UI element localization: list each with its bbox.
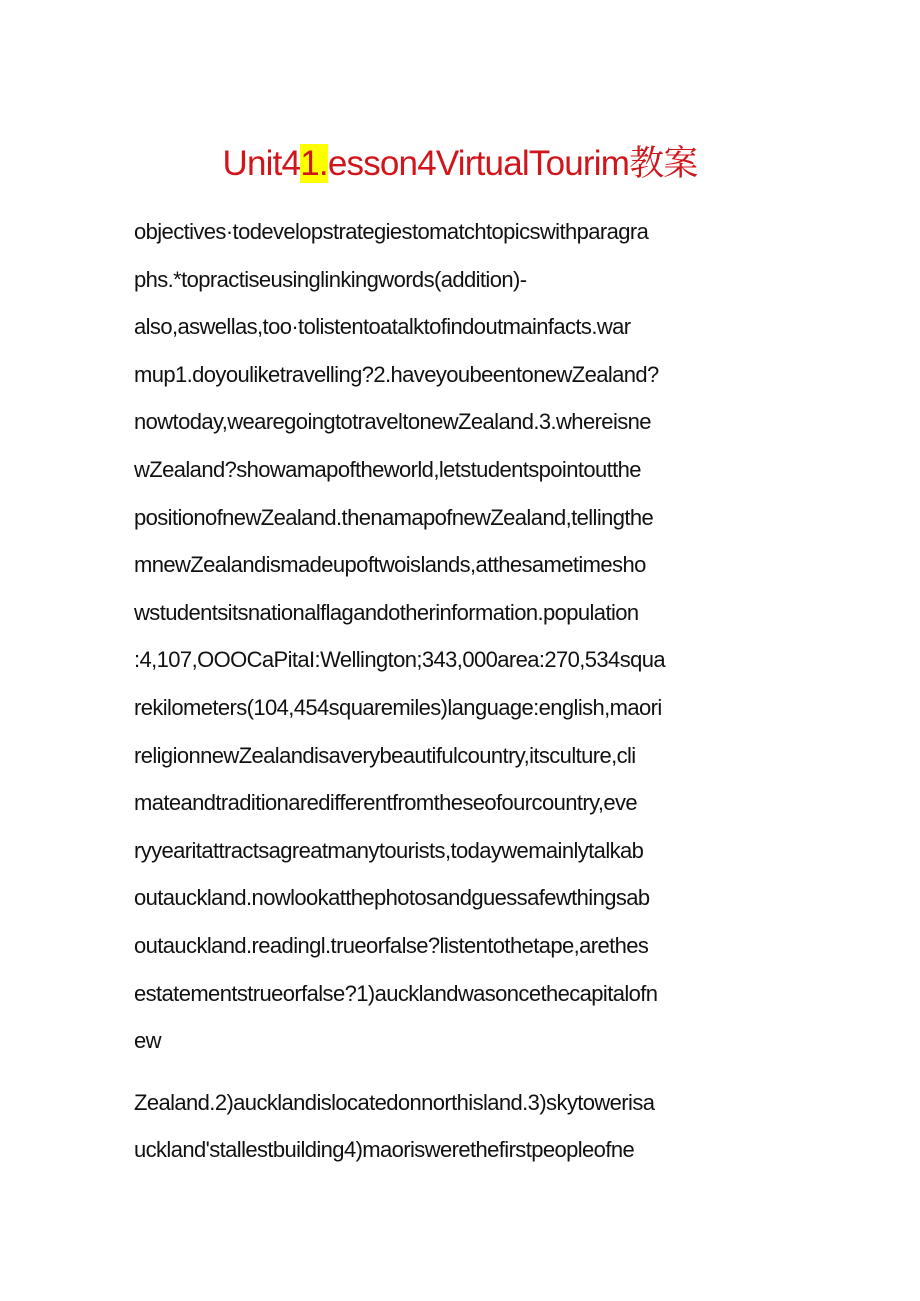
title-part-1: Unit4 [222,144,301,183]
body-line: rekilometers(104,454squaremiles)language:english,maori [134,694,662,720]
body-line: :4,107,OOOCaPitaI:Wellington;343,000area:270,534squa [134,647,666,673]
body-line: outauckland.nowlookatthephotosandguessafewthingsab [134,885,650,911]
title-part-2: esson4VirtualTourim教案 [327,144,698,183]
lesson-body [134,208,794,1174]
body-line: also,aswellas,too·tolistentoatalktofindoutmainfacts.war [134,314,631,340]
document-title [0,140,920,188]
body-line: positionofnewZealand.thenamapofnewZealand,tellingthe [134,504,654,530]
body-line: estatementstrueorfalse?1)aucklandwasoncethecapitalofn [134,980,658,1006]
body-line: mateandtraditionaredifferentfromtheseofourcountry,eve [134,790,638,816]
body-line: wZealand?showamapoftheworld,letstudentspointoutthe [134,456,641,482]
body-line: outauckland.readingl.trueorfalse?listentothetape,arethes [134,932,649,958]
body-line: uckland'stallestbuilding4)maoriswerethefirstpeopleofne [134,1137,635,1163]
body-line: ryyearitattractsagreatmanytourists,todaywemainlytalkab [134,837,644,863]
body-line: nowtoday,wearegoingtotraveltonewZealand.3.whereisne [134,409,651,435]
body-line: objectives·todevelopstrategiestomatchtopicswithparagra [134,219,649,244]
body-line: Zealand.2)aucklandislocatedonnorthisland.3)skytowerisa [134,1089,655,1115]
title-highlighted-text: 1. [300,144,328,183]
body-line: mnewZealandismadeupoftwoislands,atthesametimesho [134,552,646,578]
body-line: religionnewZealandisaverybeautifulcountry,itsculture,cli [134,742,636,768]
body-line: wstudentsitsnationalflagandotherinformation.population [134,599,639,625]
body-line: ew [134,1028,161,1054]
body-line: mup1.doyouliketravelling?2.haveyoubeentonewZealand? [134,361,659,387]
body-line: phs.*topractiseusinglinkingwords(addition)- [134,266,527,292]
